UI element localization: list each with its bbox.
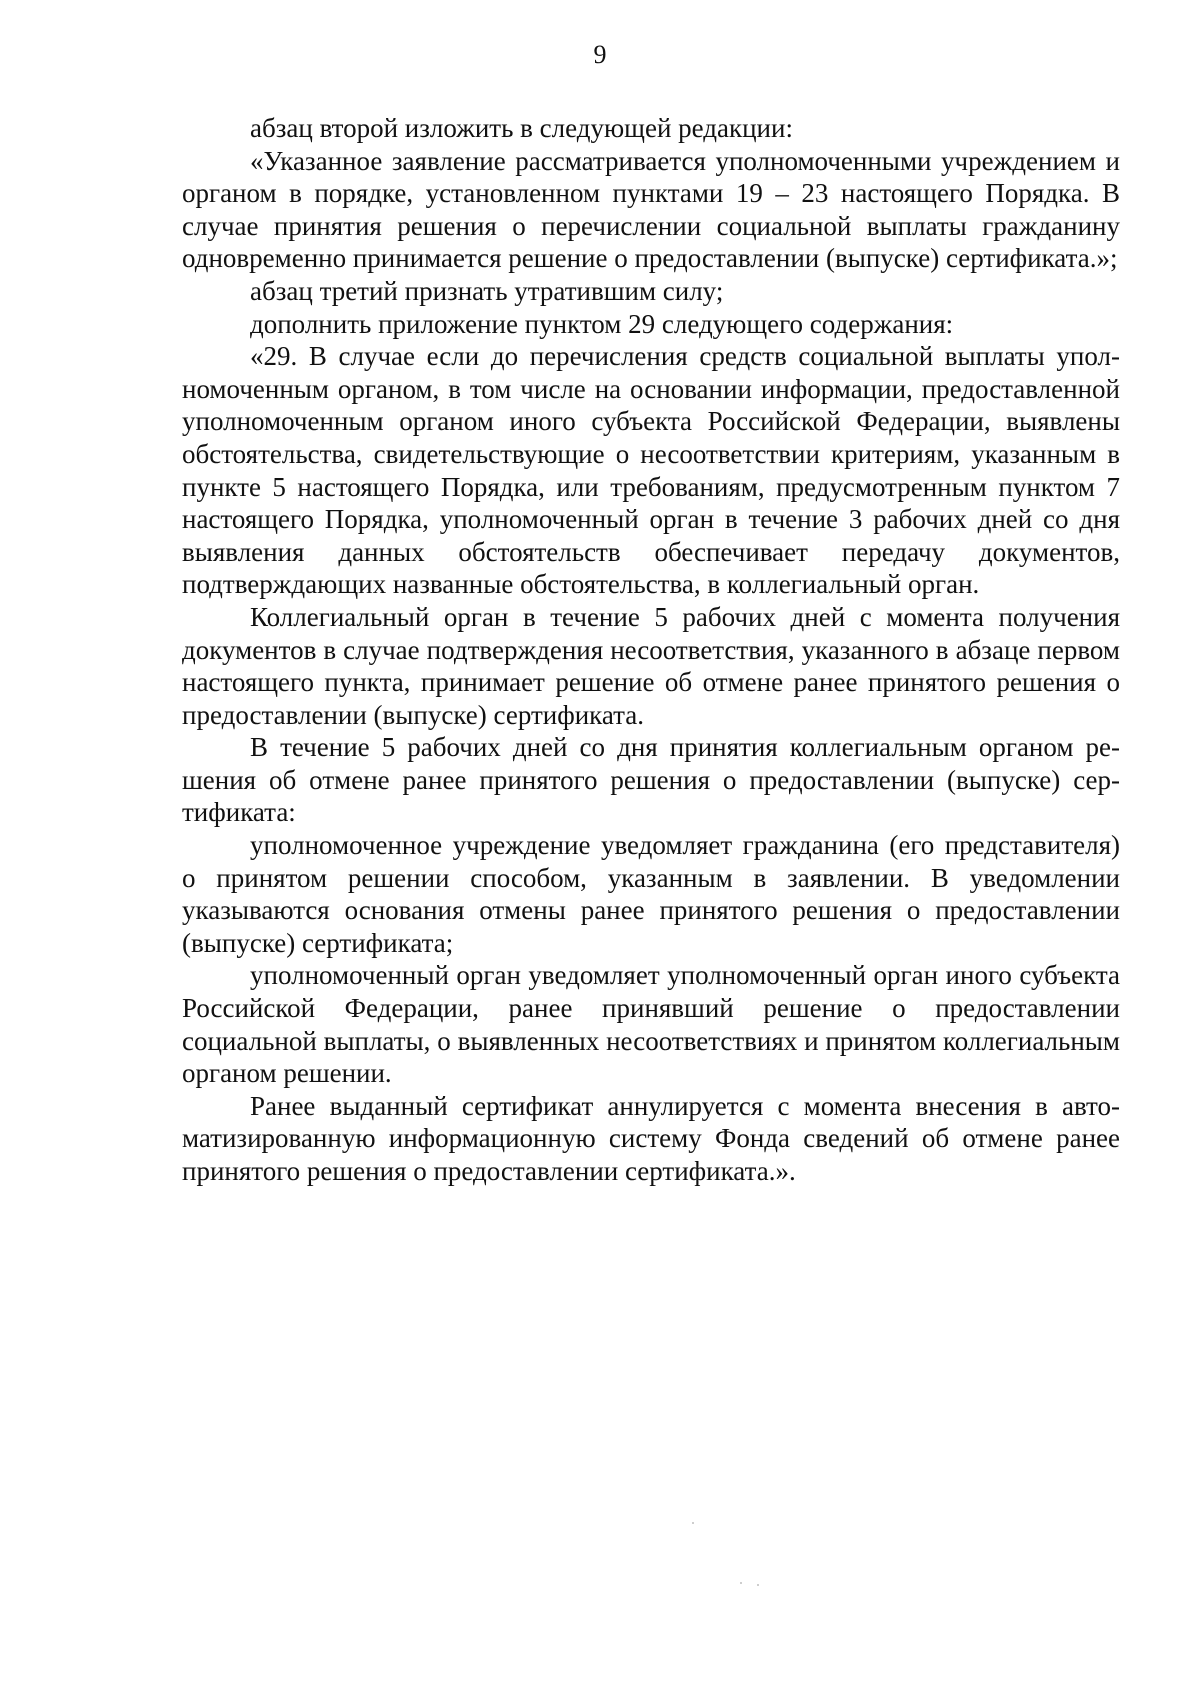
scan-speck — [740, 1582, 742, 1584]
paragraph-amend-third: абзац третий признать утратившим силу; — [250, 275, 724, 306]
paragraph-body-notifies: уполномоченный орган уведомляет уполномоченный орган иного субъекта Российской Федерации, ранее принявший решение о предоставлении социальной выплаты, о выявленных несоответствиях и принятом коллегиальным органом решении. — [182, 960, 1120, 1089]
paragraph-institution-notifies: уполномоченное учреждение уведомляет гражданина (его представителя) о принятом решении способом, указанным в заявлении. В уведомлении указываются основания отмены ранее принятого решения о предоставлении (выпуске) сертификата; — [182, 830, 1120, 958]
scan-speck — [692, 1522, 694, 1524]
paragraph-supplement-29: дополнить приложение пунктом 29 следующего содержания: — [250, 308, 954, 339]
paragraph-within-5-days: В течение 5 рабочих дней со дня принятия коллегиальным органом решения об отмене ранее принятого решения о предоставлении (выпуске) сертификата: — [182, 732, 1120, 828]
scan-speck — [757, 1584, 759, 1586]
paragraph-amend-second: абзац второй изложить в следующей редакции: — [250, 113, 793, 143]
paragraph-collegial-body: Коллегиальный орган в течение 5 рабочих дней с момента получения документов в случае подтверждения несоответствия, указанного в абзаце первом настоящего пункта, принимает решение об отмене ранее принятого решения о предоставлении (выпуске) сертификата. — [182, 601, 1120, 730]
page-number: 9 — [593, 40, 607, 69]
paragraph-certificate-annulled: Ранее выданный сертификат аннулируется с момента внесения в автоматизированную информационную систему Фонда сведений об отмене ранее принятого решения о предоставлении сертификата.». — [182, 1090, 1120, 1186]
document-body — [182, 112, 1120, 1188]
paragraph-quoted-statement: «Указанное заявление рассматривается уполномоченными учреждением и органом в порядке, установленном пунктами 19 – 23 настоящего Порядка. В случае принятия решения о перечислении социальной выплаты гражданину одновременно принимается решение о предоставлении (выпуске) сертификата.»; — [182, 145, 1120, 274]
paragraph-item-29: «29. В случае если до перечисления средств социальной выплаты уполномоченным органом, в том числе на основании информации, предоставленной уполномоченным органом иного субъекта Российской Федерации, выявлены обстоятельства, свидетельствующие о несоответствии критериям, указанным в пункте 5 настоящего Порядка, или требованиям, предусмотренным пунктом 7 настоящего Порядка, уполномоченный орган в течение 3 рабочих дней со дня выявления данных обстоятельств обеспечивает передачу документов, подтверждающих названные обстоятельства, в коллегиальный орган. — [182, 341, 1120, 600]
